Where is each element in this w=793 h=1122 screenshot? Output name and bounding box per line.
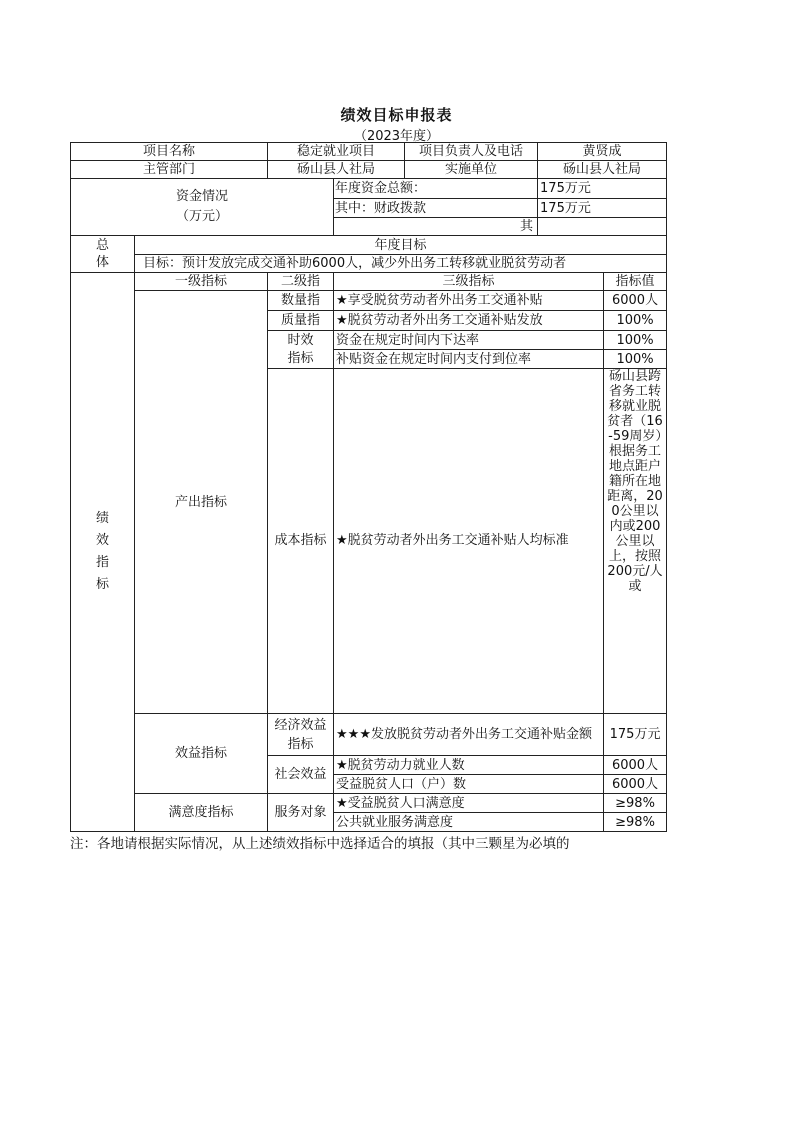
indicator-header-row bbox=[71, 273, 667, 291]
dept-label: 主管部门 bbox=[71, 161, 268, 179]
dept-value: 砀山县人社局 bbox=[268, 161, 405, 179]
satisfaction-item-2: 公共就业服务满意度 bbox=[334, 813, 604, 832]
economic-indicator-label-text: 经济效益指标 bbox=[274, 717, 327, 752]
social-indicator-item-1: ★脱贫劳动力就业人数 bbox=[334, 756, 604, 775]
col-level3-header: 三级指标 bbox=[334, 273, 604, 291]
quantity-indicator-value: 6000人 bbox=[604, 291, 667, 311]
benefit-indicator-label: 效益指标 bbox=[135, 714, 268, 794]
manager-value: 黄贤成 bbox=[538, 143, 667, 161]
funds-fiscal-value: 175万元 bbox=[538, 199, 667, 218]
social-indicator-item-2: 受益脱贫人口（户）数 bbox=[334, 775, 604, 794]
funds-other-label: 其 bbox=[334, 218, 538, 236]
economic-indicator-item: ★★★发放脱贫劳动者外出务工交通补贴金额 bbox=[334, 714, 604, 756]
satisfaction-row-1 bbox=[71, 794, 667, 813]
quality-indicator-value: 100% bbox=[604, 311, 667, 331]
form-year: （2023年度） bbox=[353, 129, 440, 144]
funds-other-value bbox=[538, 218, 667, 236]
col-level1-header: 一级指标 bbox=[135, 273, 268, 291]
overall-goal-row bbox=[71, 255, 667, 273]
manager-label: 项目负责人及电话 bbox=[405, 143, 538, 161]
benefit-economic-row bbox=[71, 714, 667, 756]
time-indicator-label-text: 时效指标 bbox=[287, 332, 314, 366]
col-level2-header: 二级指 bbox=[268, 273, 334, 291]
time-indicator-item-2: 补贴资金在规定时间内支付到位率 bbox=[334, 350, 604, 369]
service-target-label-text: 服务对象 bbox=[274, 805, 327, 820]
social-indicator-value-1: 6000人 bbox=[604, 756, 667, 775]
economic-indicator-value: 175万元 bbox=[604, 714, 667, 756]
form-title: 绩效目标申报表 bbox=[340, 106, 453, 124]
social-indicator-label-text: 社会效益 bbox=[274, 767, 327, 782]
funds-fiscal-label: 其中：财政拨款 bbox=[334, 199, 538, 218]
project-row bbox=[71, 143, 667, 161]
indicator-section-text: 绩效指标 bbox=[95, 511, 109, 592]
overall-label bbox=[71, 236, 135, 273]
service-target-label bbox=[268, 794, 334, 832]
funds-total-value: 175万元 bbox=[538, 179, 667, 199]
year-goal-header: 年度目标 bbox=[135, 236, 667, 255]
funds-label bbox=[71, 179, 334, 236]
cost-indicator-value-text: 砀山县跨省务工转移就业脱贫者（16-59周岁）根据务工地点距户籍所在地距离，200公里以内或200公里以上，按照200元/人或 bbox=[607, 369, 663, 594]
overall-goal-text: 目标：预计发放完成交通补助6000人，减少外出务工转移就业脱贫劳动者 bbox=[135, 255, 667, 273]
satisfaction-value-1: ≥98% bbox=[604, 794, 667, 813]
cost-indicator-value bbox=[604, 369, 667, 714]
department-row bbox=[71, 161, 667, 179]
time-indicator-item-1: 资金在规定时间内下达率 bbox=[334, 331, 604, 350]
funds-total-row bbox=[71, 179, 667, 199]
overall-header-row bbox=[71, 236, 667, 255]
project-name-value: 稳定就业项目 bbox=[268, 143, 405, 161]
funds-label-line1: 资金情况 bbox=[176, 189, 229, 204]
funds-label-line2: （万元） bbox=[176, 209, 229, 224]
performance-goal-table bbox=[70, 142, 667, 832]
time-indicator-value-1: 100% bbox=[604, 331, 667, 350]
satisfaction-item-1: ★受益脱贫人口满意度 bbox=[334, 794, 604, 813]
cost-indicator-label-text: 成本指标 bbox=[274, 533, 327, 548]
satisfaction-indicator-label: 满意度指标 bbox=[135, 794, 268, 832]
project-name-label: 项目名称 bbox=[71, 143, 268, 161]
impl-label: 实施单位 bbox=[405, 161, 538, 179]
output-indicator-label: 产出指标 bbox=[135, 291, 268, 714]
economic-indicator-label bbox=[268, 714, 334, 756]
col-value-header: 指标值 bbox=[604, 273, 667, 291]
quality-indicator-item: ★脱贫劳动者外出务工交通补贴发放 bbox=[334, 311, 604, 331]
time-indicator-value-2: 100% bbox=[604, 350, 667, 369]
social-indicator-label bbox=[268, 756, 334, 794]
indicator-section-label bbox=[71, 273, 135, 832]
quality-indicator-label: 质量指 bbox=[268, 311, 334, 331]
time-indicator-label bbox=[268, 331, 334, 369]
quantity-indicator-item: ★享受脱贫劳动者外出务工交通补贴 bbox=[334, 291, 604, 311]
output-quantity-row bbox=[71, 291, 667, 311]
impl-value: 砀山县人社局 bbox=[538, 161, 667, 179]
footnote: 注：各地请根据实际情况，从上述绩效指标中选择适合的填报（其中三颗星为必填的 bbox=[70, 836, 570, 852]
social-indicator-value-2: 6000人 bbox=[604, 775, 667, 794]
cost-indicator-item: ★脱贫劳动者外出务工交通补贴人均标准 bbox=[334, 369, 604, 714]
overall-label-text: 总体 bbox=[95, 238, 109, 270]
satisfaction-value-2: ≥98% bbox=[604, 813, 667, 832]
cost-indicator-label bbox=[268, 369, 334, 714]
quantity-indicator-label: 数量指 bbox=[268, 291, 334, 311]
funds-total-label: 年度资金总额： bbox=[334, 179, 538, 199]
